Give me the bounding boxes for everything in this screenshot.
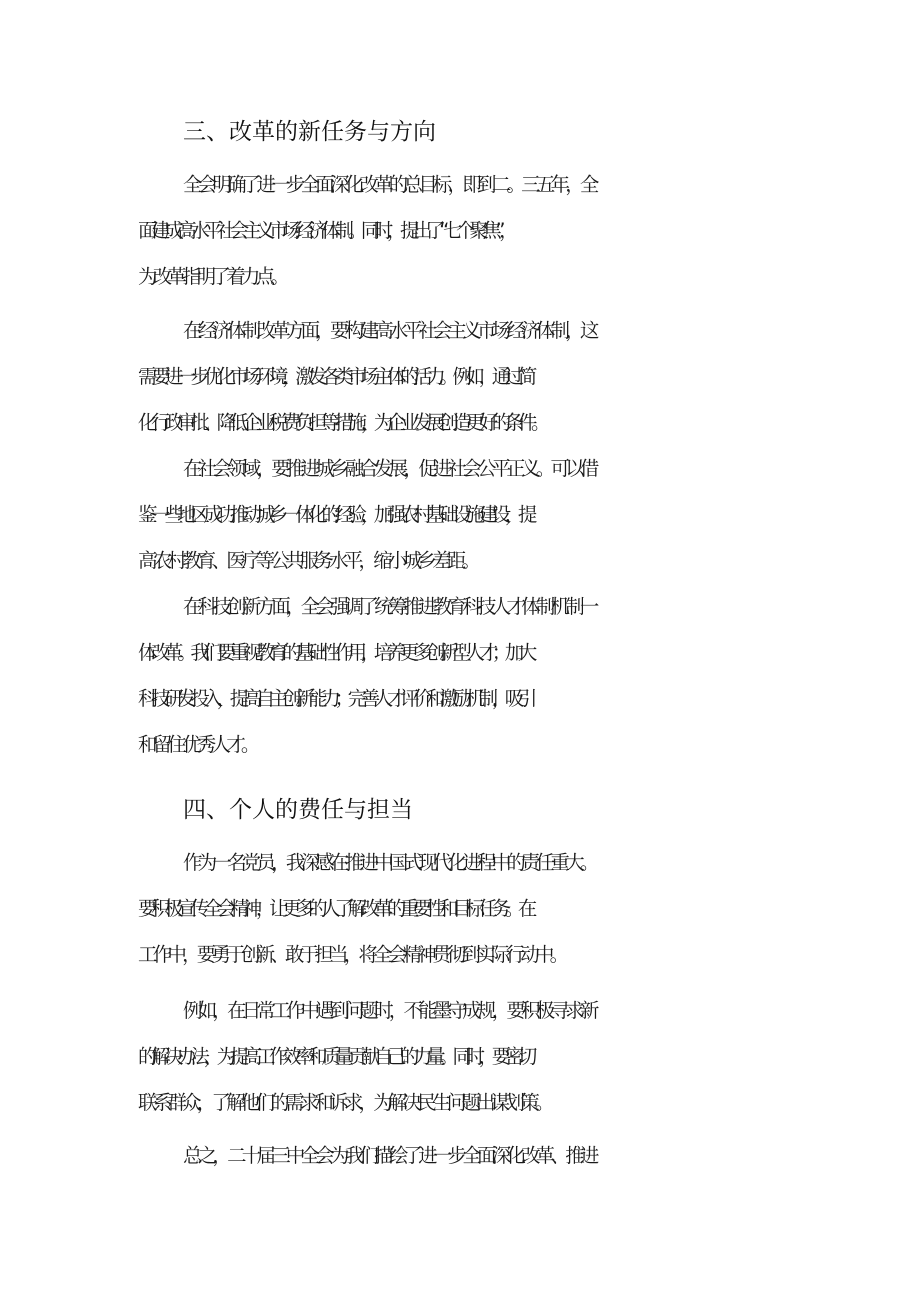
paragraph-line: 为改革指明了着力点。 bbox=[138, 265, 286, 288]
paragraph-line: 联系群众，了解他们的需求和诉求，为解决民生问题出谋划策。 bbox=[138, 1091, 550, 1114]
paragraph-line: 面建成高水平社会主义市场经济体制。同时，提出了“七个聚焦”， bbox=[138, 219, 513, 242]
paragraph-line: 作为一名党员，我深感在推进中国式现代化进程中的责任重大。 bbox=[183, 851, 595, 874]
paragraph-line: 的解决办法，为提高工作效率和质量贡献自己的力量。同时，要密切 bbox=[138, 1045, 532, 1068]
paragraph bbox=[138, 1133, 798, 1179]
paragraph-line: 高农村教育、医疗等公共服务水平，缩小城乡差距。 bbox=[138, 549, 477, 572]
paragraph bbox=[138, 446, 798, 584]
paragraph bbox=[138, 162, 798, 300]
paragraph-line: 要积极宣传全会精神，让更多的人了解改革的重要性和目标任务。在 bbox=[138, 897, 532, 920]
section-heading-3: 三、改革的新任务与方向 bbox=[183, 119, 436, 145]
paragraph bbox=[138, 840, 798, 978]
paragraph-line: 化行政审批、降低企业税费负担等措施，为企业发展创造更好的条件。 bbox=[138, 411, 545, 434]
paragraph bbox=[138, 308, 798, 446]
paragraph-line: 和留住优秀人才。 bbox=[138, 733, 256, 756]
paragraph-line: 总之，二十届三中全会为我们描绘了进一步全面深化改革、推进 bbox=[183, 1144, 595, 1167]
paragraph-line: 工作中，要勇于创新、敢于担当，将全会精神贯彻到实际行动中。 bbox=[138, 943, 565, 966]
paragraph-line: 在社会领域，要推进城乡融合发展，促进社会公平正义。可以借 bbox=[183, 457, 595, 480]
paragraph-line: 科技研发投入，提高自主创新能力；完善人才评价和激励机制，吸引 bbox=[138, 687, 532, 710]
section-heading-4: 四、个人的费任与担当 bbox=[183, 797, 413, 823]
paragraph-line: 例如，在日常工作中遇到问题时，不能墨守成规，要积极寻求新 bbox=[183, 999, 595, 1022]
paragraph bbox=[138, 584, 798, 768]
paragraph-line: 在科技创新方面，全会强调了统筹推进教育科技人才体制机制一 bbox=[183, 595, 595, 618]
paragraph-line: 需要进一步优化市场环境，激发各类市场主体的活力。例如，通过简 bbox=[138, 365, 532, 388]
paragraph-line: 在经济体制改革方面，要构建高水平社会主义市场经济体制，这 bbox=[183, 319, 595, 342]
paragraph bbox=[138, 988, 798, 1126]
paragraph-line: 体改革。我们要重视教育的基础性作用，培养更多创新型人才；加大 bbox=[138, 641, 532, 664]
paragraph-line: 鉴一些地区成功推动城乡一体化的经验，加强农村基础设施建设，提 bbox=[138, 503, 532, 526]
paragraph-line: 全会明确了进一步全面深化改革的总目标，即到二。三五年，全 bbox=[183, 173, 595, 196]
